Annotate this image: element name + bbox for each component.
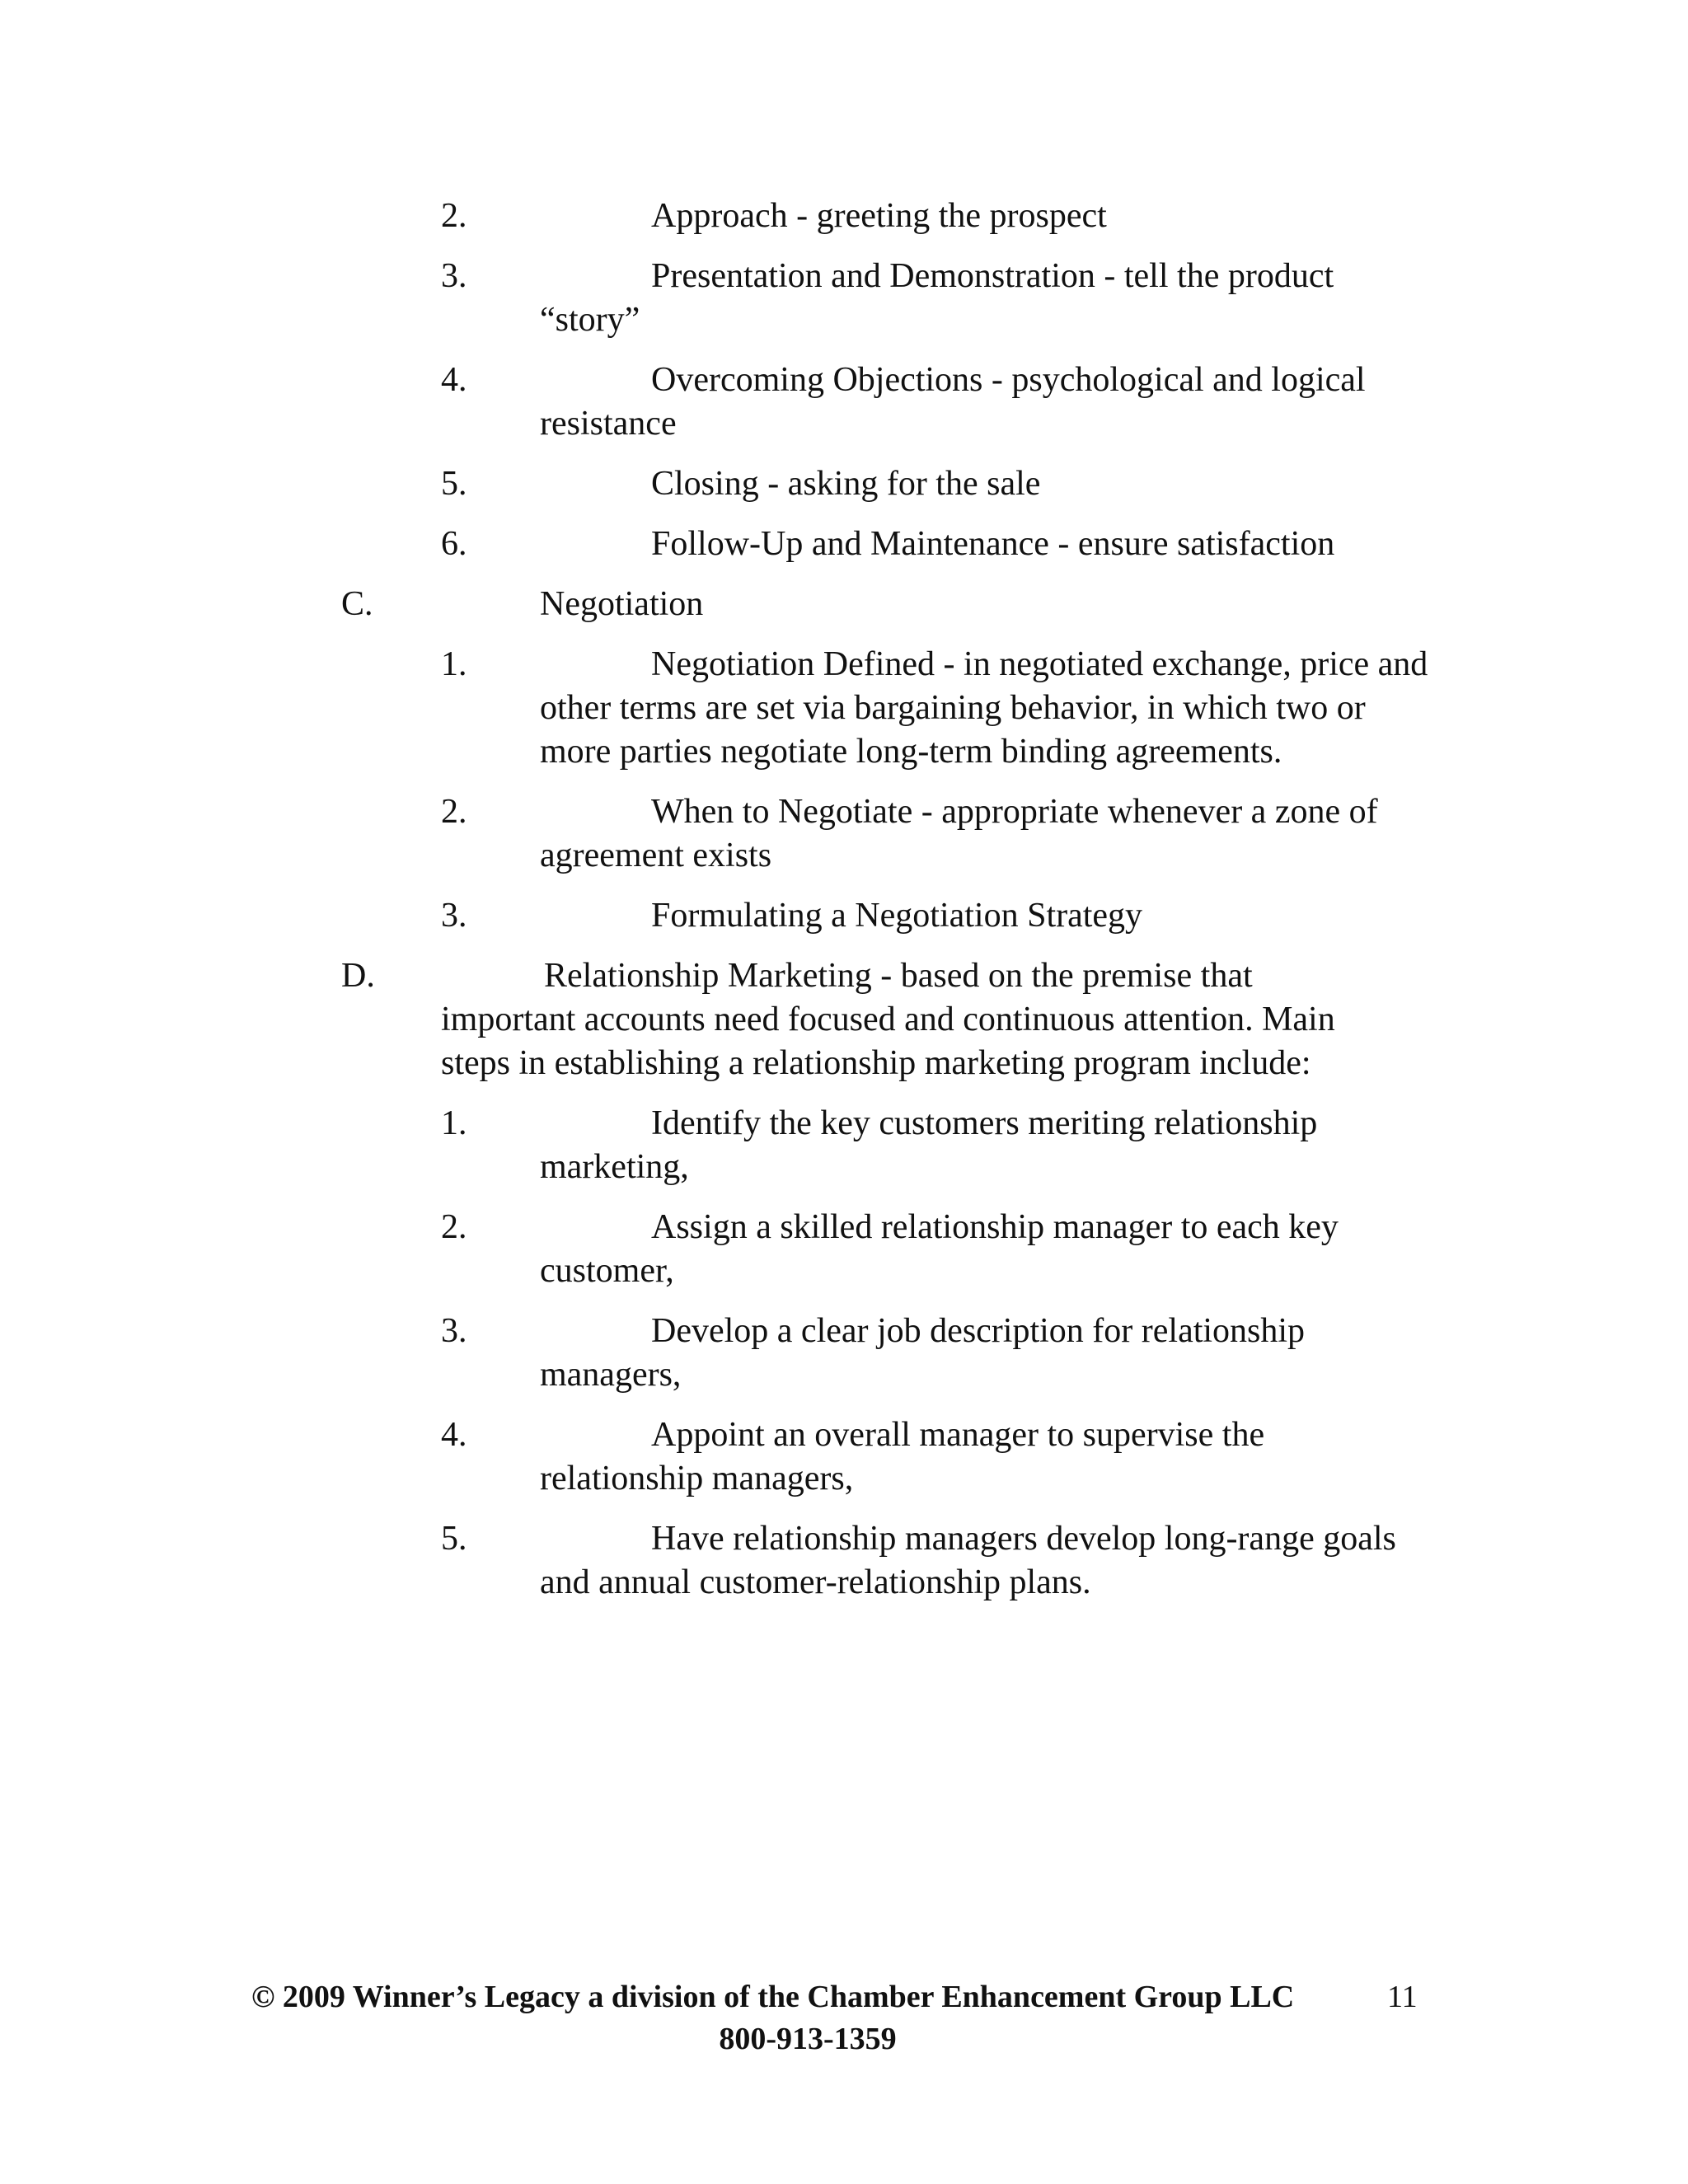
item-marker: 2. <box>441 1208 467 1246</box>
outline-content <box>0 194 1688 1621</box>
section-marker: D. <box>341 957 375 995</box>
outline-item-d3 <box>0 1310 1688 1397</box>
item-marker: 3. <box>441 897 467 935</box>
item-text: Overcoming Objections - psychological and logical resistance <box>540 361 1366 443</box>
section-c-heading <box>0 583 1688 626</box>
item-marker: 3. <box>441 257 467 295</box>
item-marker: 5. <box>441 1520 467 1558</box>
footer-phone: 800-913-1359 <box>719 2022 897 2056</box>
outline-item-b4 <box>0 359 1688 446</box>
footer-copyright: © 2009 Winner’s Legacy a division of the Chamber Enhancement Group LLC <box>251 1980 1295 2014</box>
item-marker: 1. <box>441 645 467 683</box>
outline-item-d2 <box>0 1206 1688 1293</box>
item-marker: 2. <box>441 793 467 831</box>
outline-item-d4 <box>0 1413 1688 1501</box>
item-text: Appoint an overall manager to supervise the relationship managers, <box>540 1416 1265 1497</box>
outline-item-d5 <box>0 1517 1688 1605</box>
item-marker: 6. <box>441 525 467 563</box>
outline-item-c3 <box>0 894 1688 938</box>
section-title: Negotiation <box>540 585 704 623</box>
item-text: Assign a skilled relationship manager to each key customer, <box>540 1208 1339 1290</box>
item-marker: 3. <box>441 1312 467 1350</box>
outline-item-b3 <box>0 255 1688 342</box>
item-text: Identify the key customers meriting relationship marketing, <box>540 1104 1318 1186</box>
outline-item-b2 <box>0 194 1688 238</box>
item-text: Have relationship managers develop long-range goals and annual customer-relationship plans. <box>540 1520 1396 1601</box>
item-text: Presentation and Demonstration - tell the product “story” <box>540 257 1334 339</box>
item-text: Negotiation Defined - in negotiated exchange, price and other terms are set via bargaining behavior, in which two or more parties negotiate long-term binding agreements. <box>540 645 1428 771</box>
outline-item-b6 <box>0 523 1688 566</box>
outline-item-c2 <box>0 790 1688 878</box>
section-d-heading <box>0 954 1688 1085</box>
outline-item-b5 <box>0 462 1688 506</box>
item-text: Develop a clear job description for relationship managers, <box>540 1312 1306 1394</box>
item-text: Follow-Up and Maintenance - ensure satisfaction <box>651 525 1335 563</box>
outline-item-c1 <box>0 643 1688 774</box>
item-marker: 4. <box>441 1416 467 1454</box>
item-text: Formulating a Negotiation Strategy <box>651 897 1143 935</box>
outline-item-d1 <box>0 1102 1688 1189</box>
item-marker: 5. <box>441 465 467 503</box>
item-text: Approach - greeting the prospect <box>651 197 1107 235</box>
item-marker: 2. <box>441 197 467 235</box>
item-marker: 4. <box>441 361 467 399</box>
item-text: When to Negotiate - appropriate whenever a zone of agreement exists <box>540 793 1378 874</box>
item-text: Closing - asking for the sale <box>651 465 1041 503</box>
section-paragraph: Relationship Marketing - based on the premise that important accounts need focused and continuous attention. Main steps in establishing a relationship marketing program include: <box>441 957 1335 1082</box>
section-marker: C. <box>341 585 373 623</box>
item-marker: 1. <box>441 1104 467 1142</box>
page-number: 11 <box>1387 1980 1418 2014</box>
